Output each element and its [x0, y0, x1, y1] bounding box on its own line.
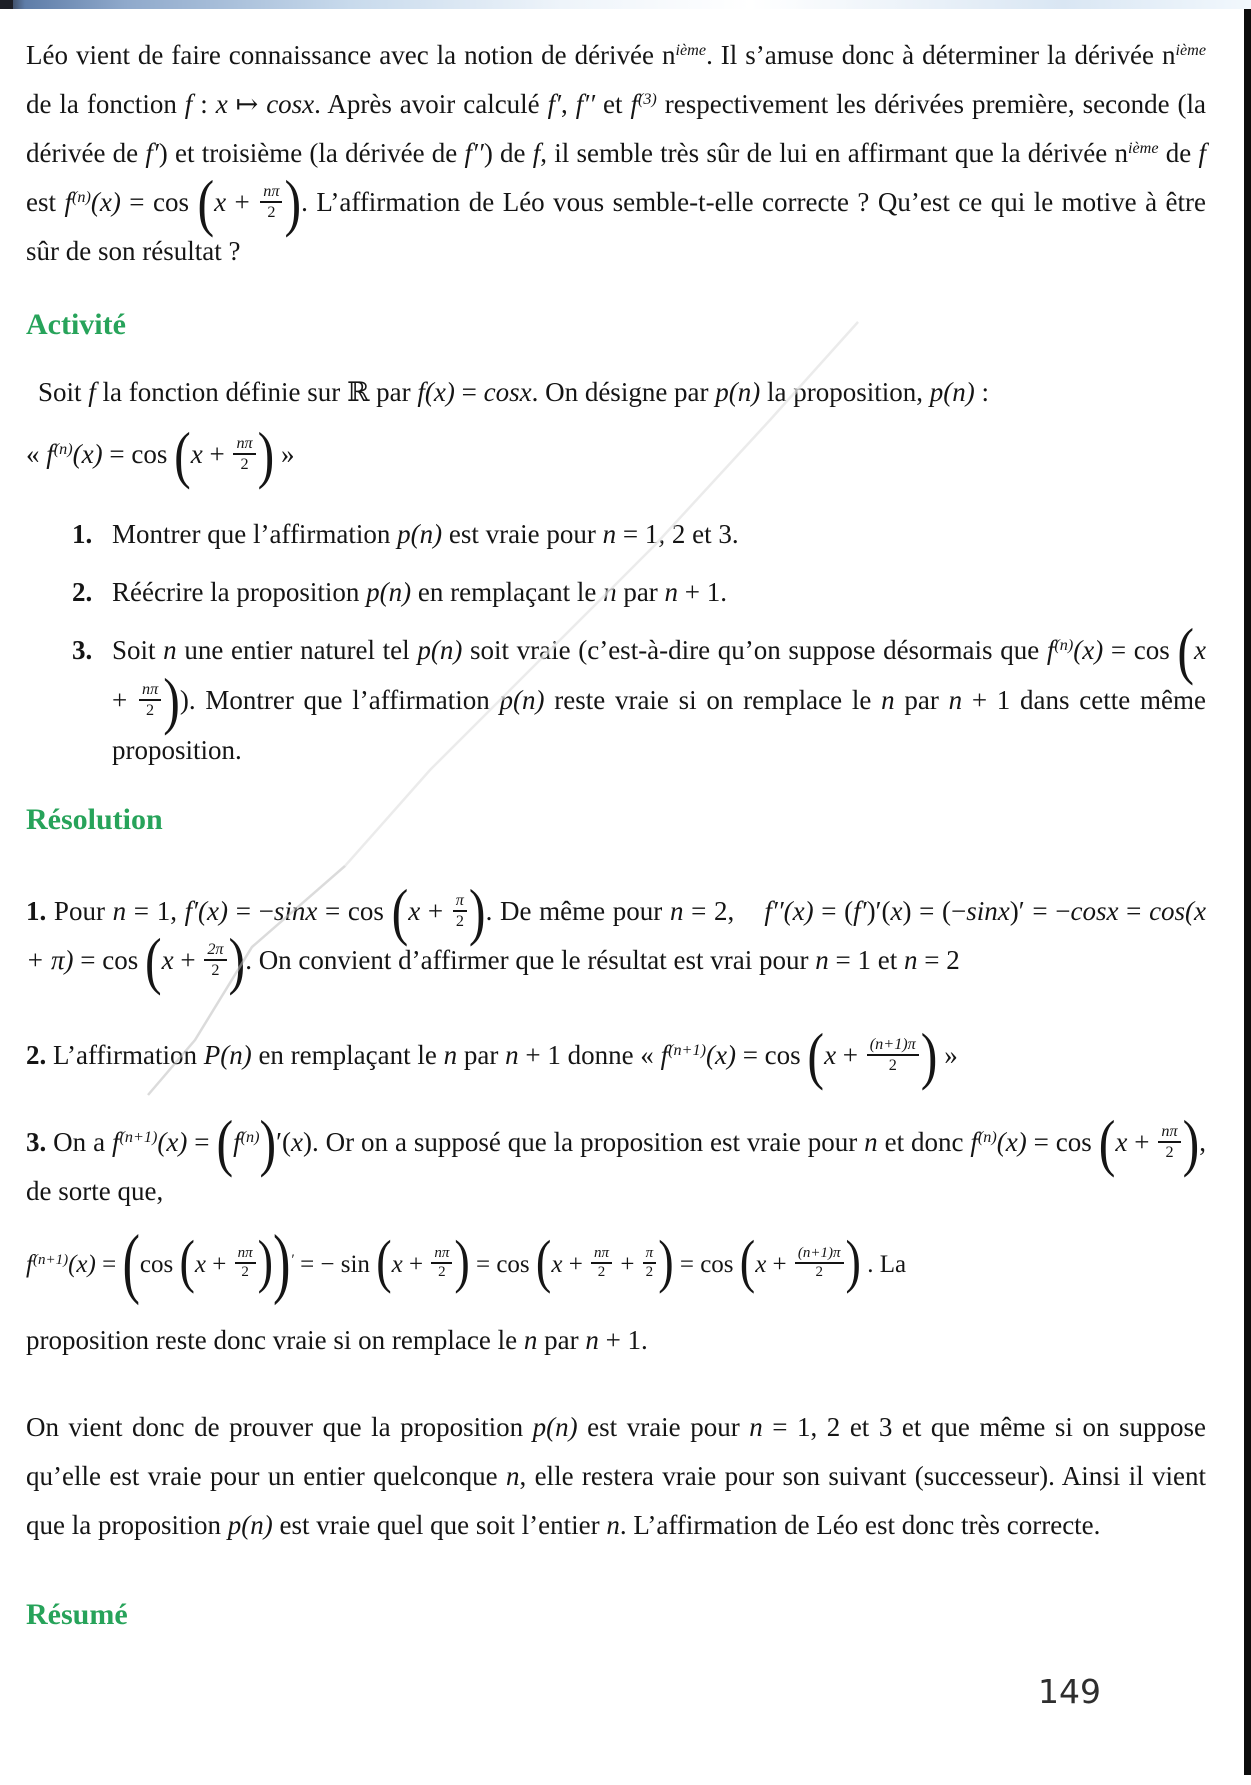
induction-formula: $f^{(n+1)}(x) = (\cos$ (x + $\frac{n\pi}{2}$ ))′ = − sin (x + $\frac{n\pi}{2}$ ) = cos (x + $\frac{n\pi}{2}$ + $\frac{\pi}{2}$ ) = cos (x + $\frac{(n+1)\pi}{2}$ ) . La	[26, 1219, 907, 1307]
conclusion-paragraph: On vient donc de prouver que la proposition p(n) est vraie pour n = 1, 2 et 3 et que même si on suppose qu’elle est vraie pour un entier quelconque n, elle restera vraie pour son suivant (successeur). Ainsi il vient que la proposition p(n) est vraie quel que soit l’entier n. L’affirmation de Léo est donc très correcte.	[26, 1412, 1207, 1540]
section-heading-activite: Activité	[26, 308, 126, 341]
list-item-text: Soit n une entier naturel tel p(n) soit vraie (c’est-à-dire qu’on suppose désormais que $f^{(n)}(x) = \cos (x$ + $\frac{n\pi}{2}$ )). Montrer que l’affirmation p(n) reste vraie si on remplace le n par n + 1 dans cette même proposition.	[112, 613, 1206, 765]
resolution-step-2: 2. L’affirmation P(n) en remplaçant le n par n + 1 donne « $f^{(n+1)}(x) = \cos (x$ + $\frac{(n+1)\pi}{2}$ ) »	[26, 1018, 958, 1091]
resolution-step-3: 3. On a $f^{(n+1)}(x) = (f^{(n)})'(x)$. Or on a supposé que la proposition est vraie pour n et donc $f^{(n)}(x) = \cos (x$ + $\frac{n\pi}{2}$ ), de sorte que,	[26, 1105, 1207, 1206]
resolution-step-1: 1. Pour n = 1, f′(x) = −sinx = cos (x + $\frac{\pi}{2}$ ). De même pour n = 2, f′′(x) = (f′)′(x) = (−sinx)′ = −cosx = cos(x + π) = cos (x + $\frac{2\pi}{2}$ ). On convient d’affirmer que le résultat est vrai pour n = 1 et n = 2	[26, 874, 1207, 996]
proposition-formula: « $f^{(n)}(x) = \cos (x$ + $\frac{n\pi}{2}$ ) »	[26, 417, 295, 490]
page-content	[0, 9, 1251, 1634]
page-number: 149	[1038, 1672, 1101, 1711]
list-item	[72, 567, 1206, 617]
activity-intro: Soit f la fonction définie sur ℝ par f(x) = cosx. On désigne par p(n) la proposition, p(n) :	[38, 377, 990, 407]
section-heading-resolution: Résolution	[26, 803, 163, 836]
section-heading-resume: Résumé	[26, 1598, 128, 1631]
list-item-text: Réécrire la proposition p(n) en remplaçant le n par n + 1.	[112, 577, 728, 607]
intro-paragraph: Léo vient de faire connaissance avec la notion de dérivée $n^{ième}$. Il s’amuse donc à déterminer la dérivée $n^{ième}$ de la fonction f : x ↦ cosx. Après avoir calculé f′, f′′ et $f^{(3)}$ respectivement les dérivées première, seconde (la dérivée de f′) et troisième (la dérivée de f′′) de f, il semble très sûr de lui en affirmant que la dérivée $n^{ième}$ de f est $f^{(n)}(x) = \cos (x$ + $\frac{n\pi}{2}$ ). L’affirmation de Léo vous semble-t-elle correcte ? Qu’est ce qui le motive à être sûr de son résultat ?	[26, 40, 1207, 266]
resolution-step-3-end: proposition reste donc vraie si on remplace le n par n + 1.	[26, 1325, 648, 1355]
list-item	[72, 613, 1206, 775]
list-item-number: 3.	[72, 635, 93, 665]
list-item	[72, 509, 1206, 559]
scan-top-edge	[0, 0, 1251, 9]
list-item-text: Montrer que l’affirmation p(n) est vraie pour n = 1, 2 et 3.	[112, 519, 739, 549]
scan-corner-mark	[0, 0, 13, 9]
activity-questions	[72, 509, 1206, 775]
list-item-number: 2.	[72, 577, 93, 607]
list-item-number: 1.	[72, 519, 93, 549]
